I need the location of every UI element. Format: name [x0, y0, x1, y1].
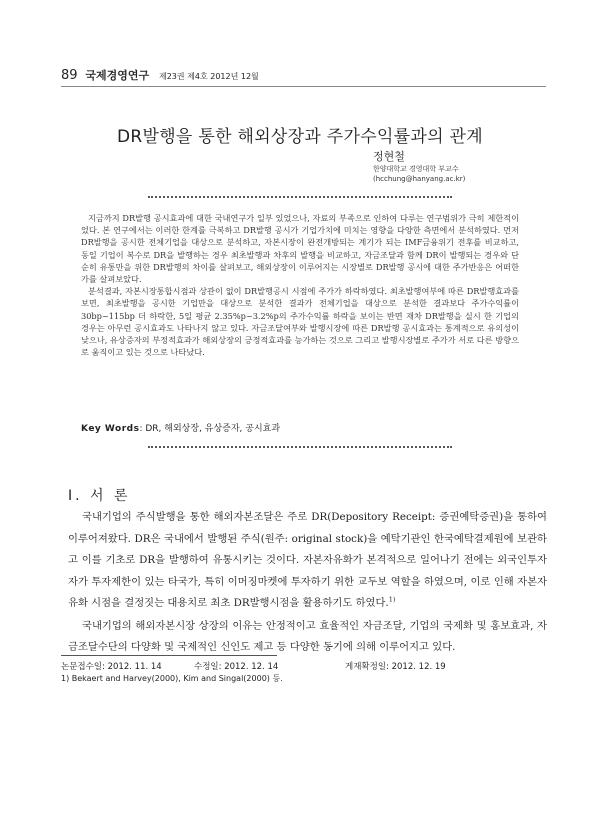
keywords	[81, 421, 280, 434]
body-paragraph-1	[68, 507, 547, 615]
running-header	[61, 67, 259, 83]
keywords-separator: :	[139, 424, 143, 434]
abstract-paragraph-1: 지금까지 DR발행 공시효과에 대한 국내연구가 일부 있었으나, 자료의 부족으로 인하여 다루는 연구범위가 극히 제한적이었다. 본 연구에서는 이러한 한계를 극복하고 DR발행 공시가 기업가치에 미치는 영향을 다양한 측면에서 분석하였다. 먼저 DR발행을 공시한 전체기업을 대상으로 분석하고, 자본시장이 완전개방되는 계기가 되는 IMF금융위기 전후를 비교하고, 동일 기업이 복수로 DR을 발행하는 경우 최초발행과 차후의 발행을 비교하고, 자금조달과 함께 DR이 발행되는 경우와 단순히 유통만을 위한 DR발행의 차이를 살펴보고, 해외상장이 이루어지는 시장별로 DR발행 공시에 대한 주가반응은 어떠한가를 살펴보았다.	[81, 213, 519, 285]
keywords-text: DR, 해외상장, 유상증자, 공시효과	[145, 424, 281, 434]
journal-name: 국제경영연구	[85, 69, 150, 82]
volume-info: 제23권 제4호 2012년 12월	[158, 72, 259, 81]
revised-date: 수정일: 2012. 12. 14	[194, 662, 279, 672]
author-affiliation: 한양대학교 경영대학 부교수	[373, 165, 459, 173]
footnote-rule	[61, 655, 277, 656]
footnote-ref: 1)	[388, 595, 396, 604]
body-paragraph-2: 국내기업의 해외자본시장 상장의 이유는 안정적이고 효율적인 자금조달, 기업의 국제화 및 홍보효과, 자금조달수단의 다양화 및 국제적인 신인도 제고 등 다양한 동기에 의해 이루어지고 있다.	[68, 619, 547, 653]
abstract-bottom-divider	[148, 446, 452, 448]
abstract-paragraph-2: 분석결과, 자본시장통합시점과 상관이 없이 DR발행공시 시점에 주가가 하락하였다. 최초발행여부에 따른 DR발행효과를 보면, 최초발행을 공시한 기업만을 대상으로 분석한 결과가 전체기업을 대상으로 분석한 결과보다 주가수익률이 30bp~115bp 더 하락한, 5일 평균 2.35%p~3.2%p의 주가수익률 하락을 보이는 반면 재차 DR발행을 실시 한 기업의 경우는 아무런 공시효과도 나타나지 않고 있다. 자금조달여부와 발행시장에 따른 DR발행 공시효과는 통계적으로 유의성이 낮으나, 유상증자의 부정적효과가 해외상장의 긍정적효과를 능가하는 것으로 그리고 발행시장별로 주가가 서로 다른 방향으로 움직이고 있는 것으로 나타났다.	[81, 286, 519, 358]
abstract-top-divider	[148, 196, 452, 198]
author-name: 정현철	[373, 150, 405, 163]
section-heading: Ⅰ. 서 론	[68, 488, 131, 504]
abstract	[81, 212, 519, 358]
body-paragraph-1-text: 국내기업의 주식발행을 통한 해외자본조달은 주로 DR(Depository Receipt: 증권예탁증권)을 통하여 이루어져왔다. DR은 국내에서 발행된 주식(원주: original stock)을 예탁기관인 한국예탁결제원에 보관하고 이를 기초로 DR을 발행하여 유통시키는 것이다. 자본자유화가 본격적으로 일어나기 전에는 외국인투자자가 투자제한이 있는 타국가, 특히 이머징마켓에 투자하기 위한 교두보 역할을 하였으며, 이로 인해 자본자유화 시점을 결정짓는 대용치로 최초 DR발행시점을 활용하기도 하였다.	[68, 511, 547, 609]
accepted-date: 게재확정일: 2012. 12. 19	[345, 662, 446, 672]
header-rule	[61, 86, 546, 87]
paper-title: DR발행을 통한 해외상장과 주가수익률과의 관계	[116, 127, 484, 147]
page-number: 89	[61, 68, 78, 83]
keywords-label: Key Words	[81, 424, 140, 434]
body-text	[68, 507, 547, 659]
footnote: 1) Bekaert and Harvey(2000), Kim and Singal(2000) 등.	[61, 674, 283, 683]
author-email: (hcchung@hanyang.ac.kr)	[373, 175, 466, 183]
received-date: 논문접수일: 2012. 11. 14	[61, 662, 162, 672]
